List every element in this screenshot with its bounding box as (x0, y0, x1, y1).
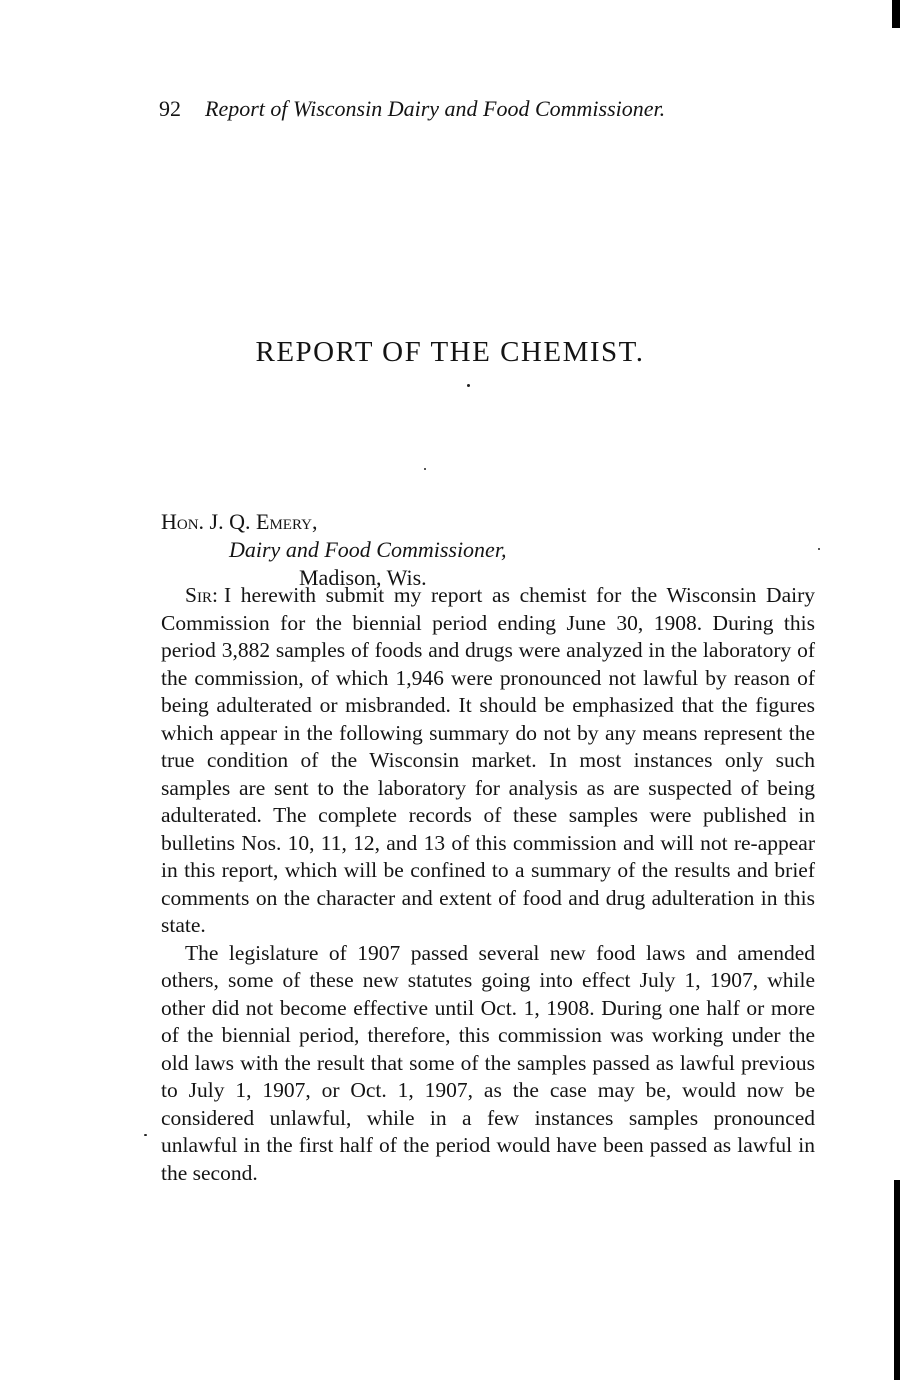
running-title: Report of Wisconsin Dairy and Food Commissioner. (205, 96, 666, 121)
ink-speck (467, 384, 470, 387)
body-paragraph: The legislature of 1907 passed several new food laws and amended others, some of these new statutes going into effect July 1, 1907, while other did not become effective until Oct. 1, 1908. During one half or more of the biennial period, therefore, this commission was working under the old laws with the result that some of the samples passed as lawful previous to July 1, 1907, or Oct. 1, 1907, as the case may be, would now be considered unlawful, while in a few instances samples pronounced unlawful in the first half of the period would have been passed as lawful in the second. (161, 940, 815, 1185)
addressee-name: Hon. J. Q. Emery, (161, 509, 318, 534)
salutation-block (161, 508, 506, 592)
ink-speck (424, 468, 426, 470)
report-title: REPORT OF THE CHEMIST. (255, 336, 645, 368)
addressee-place: Madison, Wis. (299, 565, 427, 590)
page-edge-mark-bottom (894, 1180, 900, 1380)
report-body (161, 582, 815, 1187)
addressee-role: Dairy and Food Commissioner, (229, 537, 507, 562)
body-paragraph (161, 582, 815, 940)
salutation-sir: Sir: (185, 583, 218, 607)
paragraph-text: I herewith submit my report as chemist for the Wisconsin Dairy Commission for the biennial period ending June 30, 1908. During this period 3,882 samples of foods and drugs were analyzed in the laboratory of the commission, of which 1,946 were pronounced not lawful by reason of being adulterated or misbranded. It should be emphasized that the figures which appear in the following summary do not by any means represent the true condition of the Wisconsin market. In most instances only such samples are sent to the laboratory for analysis as are suspected of being adulterated. The complete records of these samples were published in bulletins Nos. 10, 11, 12, and 13 of this commission and will not re-appear in this report, which will be confined to a summary of the results and brief comments on the character and extent of food and drug adulteration in this state. (161, 583, 815, 937)
ink-speck (818, 548, 820, 550)
page-number: 92 (159, 96, 181, 121)
ink-speck (144, 1134, 147, 1136)
page-edge-mark-top (892, 0, 900, 28)
running-header (159, 96, 779, 122)
